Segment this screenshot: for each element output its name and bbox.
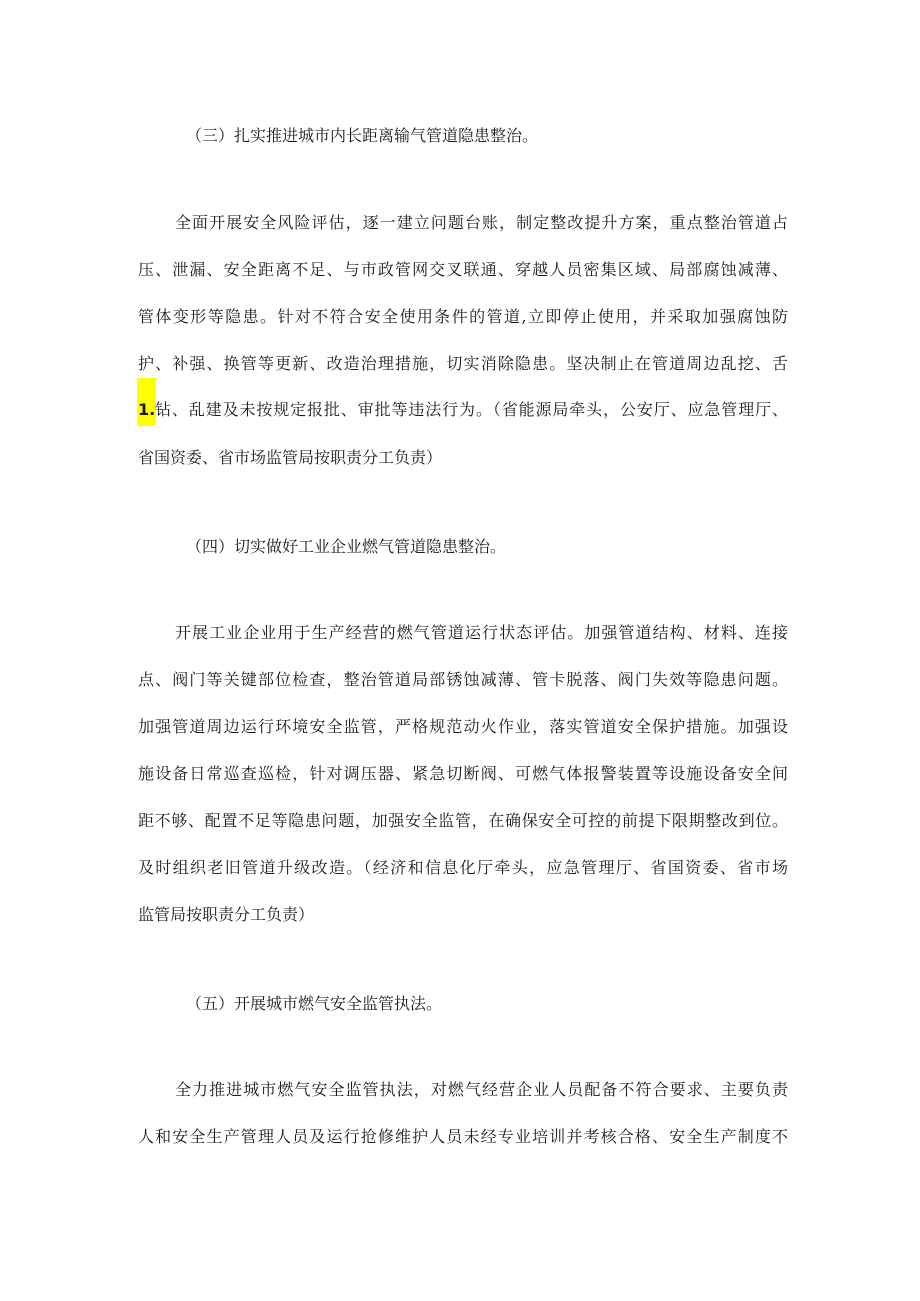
paragraph-line: 施设备日常巡查巡检，针对调压器、紧急切断阀、可燃气体报警装置等设施设备安全间: [138, 764, 788, 783]
section-heading-3: （三）扎实推进城市内长距离输气管道隐患整治。: [186, 126, 539, 145]
section-heading-5: （五）开展城市燃气安全监管执法。: [186, 994, 443, 1013]
paragraph-line: 压、泄漏、安全距离不足、与市政管网交叉联通、穿越人员密集区域、局部腐蚀减薄、: [138, 260, 788, 279]
paragraph-line: 全力推进城市燃气安全监管执法，对燃气经营企业人员配备不符合要求、主要负责: [175, 1080, 788, 1099]
paragraph-line: 管体变形等隐患。针对不符合安全使用条件的管道,立即停止使用，并采取加强腐蚀防: [138, 307, 788, 326]
section-heading-4: （四）切实做好工业企业燃气管道隐患整治。: [186, 537, 507, 556]
paragraph-line: 距不够、配置不足等隐患问题，加强安全监管，在确保安全可控的前提下限期整改到位。: [138, 811, 788, 830]
list-number-label: 1.: [138, 400, 156, 419]
paragraph-line: 人和安全生产管理人员及运行抢修维护人员未经专业培训并考核合格、安全生产制度不: [138, 1127, 788, 1146]
paragraph-line: 加强管道周边运行环境安全监管，严格规范动火作业，落实管道安全保护措施。加强设: [138, 717, 788, 736]
paragraph-line: 点、阀门等关键部位检查，整治管道局部锈蚀减薄、管卡脱落、阀门失效等隐患问题。: [138, 670, 788, 689]
paragraph-line: 监管局按职责分工负责）: [138, 905, 315, 924]
paragraph-line: 省国资委、省市场监管局按职责分工负责）: [138, 448, 443, 467]
paragraph-line: 钻、乱建及未按规定报批、审批等违法行为。（省能源局牵头，公安厅、应急管理厅、: [155, 400, 788, 419]
paragraph-line: 全面开展安全风险评估，逐一建立问题台账，制定整改提升方案，重点整治管道占: [175, 213, 788, 232]
paragraph-line: 护、补强、换管等更新、改造治理措施，切实消除隐患。坚决制止在管道周边乱挖、舌: [138, 354, 788, 373]
paragraph-line: 及时组织老旧管道升级改造。（经济和信息化厅牵头，应急管理厅、省国资委、省市场: [138, 858, 788, 877]
paragraph-line: 开展工业企业用于生产经营的燃气管道运行状态评估。加强管道结构、材料、连接: [175, 623, 788, 642]
